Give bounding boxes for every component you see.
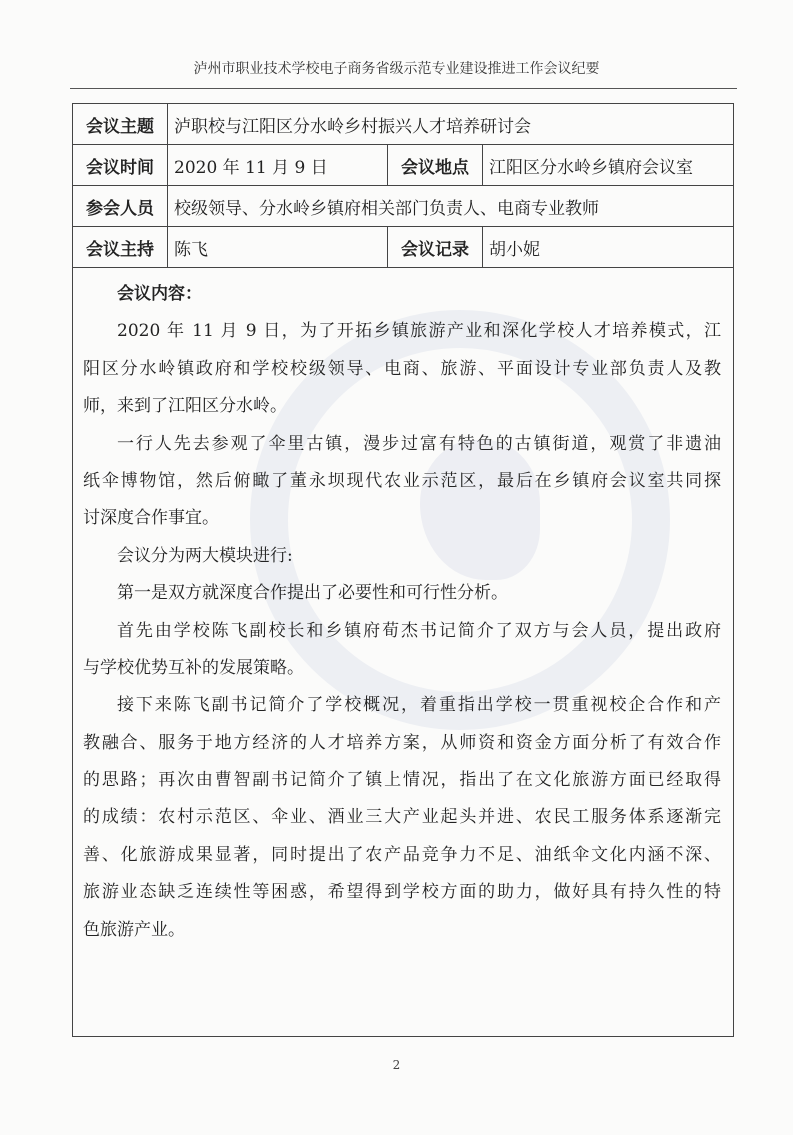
meeting-table [72,103,734,1037]
recorder-value: 胡小妮 [483,227,734,268]
paragraph-line: 与学校优势互补的发展策略。 [83,657,304,678]
paragraph-line: 色旅游产业。 [83,919,185,940]
row-content [73,268,734,1037]
time-value: 2020 年 11 月 9 日 [168,145,388,186]
paragraph-line: 的成绩：农村示范区、伞业、酒业三大产业起头并进、农民工服务体系逐渐完 [83,807,721,828]
topic-label: 会议主题 [73,104,168,145]
host-label: 会议主持 [73,227,168,268]
paragraph-line: 阳区分水岭镇政府和学校校级领导、电商、旅游、平面设计专业部负责人及教 [83,358,721,379]
page-number: 2 [392,1058,401,1072]
paragraph-line: 第一是双方就深度合作提出了必要性和可行性分析。 [117,583,508,604]
paragraph-line: 首先由学校陈飞副校长和乡镇府荀杰书记简介了双方与会人员，提出政府 [117,620,721,641]
place-label: 会议地点 [388,145,483,186]
row-time-place [73,145,734,186]
recorder-label: 会议记录 [388,227,483,268]
topic-value: 泸职校与江阳区分水岭乡村振兴人才培养研讨会 [168,104,734,145]
paragraph-line: 师，来到了江阳区分水岭。 [83,396,287,417]
meeting-content [73,268,734,1037]
attendees-label: 参会人员 [73,186,168,227]
paragraph-line: 纸伞博物馆，然后俯瞰了董永坝现代农业示范区，最后在乡镇府会议室共同探 [83,470,721,491]
time-label: 会议时间 [73,145,168,186]
row-host-recorder [73,227,734,268]
host-value: 陈飞 [168,227,388,268]
paragraph-line: 会议分为两大模块进行: [117,545,293,566]
paragraph-line: 讨深度合作事宜。 [83,508,219,529]
paragraph-line: 教融合、服务于地方经济的人才培养方案，从师资和资金方面分析了有效合作 [83,732,721,753]
paragraph-line: 2020 年 11 月 9 日，为了开拓乡镇旅游产业和深化学校人才培养模式，江 [117,321,721,342]
header-rule [70,88,737,89]
row-attendees [73,186,734,227]
running-header: 泸州市职业技术学校电子商务省级示范专业建设推进工作会议纪要 [193,61,600,77]
paragraph-line: 旅游业态缺乏连续性等困惑，希望得到学校方面的助力，做好具有持久性的特 [83,882,721,903]
paragraph-line: 善、化旅游成果显著，同时提出了农产品竞争力不足、油纸伞文化内涵不深、 [83,844,721,865]
attendees-value: 校级领导、分水岭乡镇府相关部门负责人、电商专业教师 [168,186,734,227]
paragraph-line: 一行人先去参观了伞里古镇，漫步过富有特色的古镇街道，观赏了非遗油 [117,433,721,454]
paragraph-line: 的思路；再次由曹智副书记简介了镇上情况，指出了在文化旅游方面已经取得 [83,770,721,791]
place-value: 江阳区分水岭乡镇府会议室 [483,145,734,186]
row-topic [73,104,734,145]
content-heading: 会议内容： [117,284,202,304]
paragraph-line: 接下来陈飞副书记简介了学校概况，着重指出学校一贯重视校企合作和产 [117,695,721,716]
